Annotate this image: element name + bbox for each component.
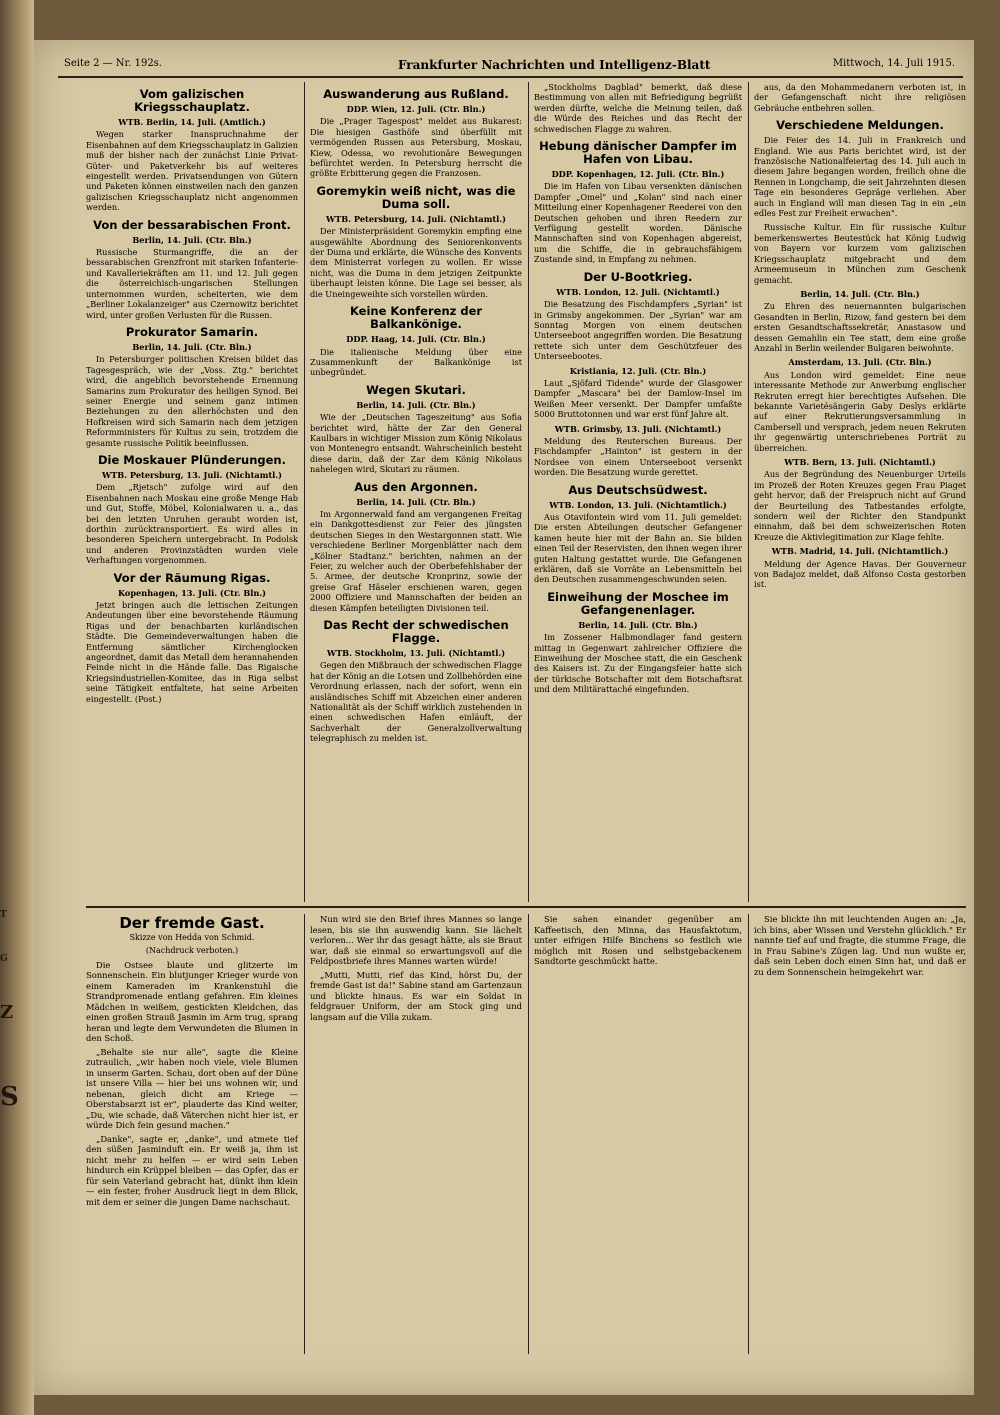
- article-text: Wie der „Deutschen Tageszeitung" aus Sofia berichtet wird, hätte der Zar den General Kaulbars in wichtiger Mission zum König Nikolaus von Montenegro entsandt. Wahrscheinlich besteht diese darin, daß der Zar dem König Nikolaus nahelegen wird, Skutari zu räumen.: [310, 412, 522, 475]
- headline: Aus Deutschsüdwest.: [568, 482, 708, 497]
- story-text: Sie sahen einander gegenüber am Kaffeetisch, den Minna, das Hausfaktotum, unter eifrigen Hilfe Binchens so festlich wie möglich mit Rosen und selbstgebackenem Sandtorte geschmückt hatte.: [534, 914, 742, 966]
- dateline: WTB. Bern, 13. Juli. (Nichtamtl.): [784, 457, 936, 467]
- fragment-letter: T: [0, 910, 7, 920]
- story-text: Sie blickte ihn mit leuchtenden Augen an: „Ja, ich bins, aber Wissen und Verstehn glücklich." Er nannte tief auf und fragte, die stumme Frage, die in Frau Sabine's Zügen lag. Und nun wußte er, daß sein Leben doch einen Sinn hat, und daß er zu dem Sonnenschein heimgekehrt war.: [754, 914, 966, 977]
- headline: Verschiedene Meldungen.: [776, 118, 944, 133]
- dateline: DDP. Haag, 14. Juli. (Ctr. Bln.): [346, 334, 486, 345]
- dateline: WTB. Petersburg, 13. Juli. (Nichtamtl.): [101, 469, 282, 480]
- article-text: Die Feier des 14. Juli in Frankreich und England. Wie aus Paris berichtet wird, ist der französische Nationalfeiertag des 14. Juli auch in diesem Jahre begangen worden, freilich ohne die Rennen in Longchamp, die seit Jahrzehnten diesen Tage ein besonderes Gepräge verliehen. Aber auch in England will man diesen Tag in ein „ein edles Fest zur Freiheit erwachen".: [754, 135, 966, 219]
- issue-date: Mittwoch, 14. Juli 1915.: [832, 58, 955, 69]
- article-text: Die Besatzung des Fischdampfers „Syrian" ist in Grimsby angekommen. Der „Syrian" war am Sonntag Morgen von einem deutschen Unterseeboot angegriffen worden. Die Besatzung rettete sich unter dem Geschützfeuer des Unterseebootes.: [534, 299, 742, 362]
- dateline: Berlin, 14. Juli. (Ctr. Bln.): [132, 341, 252, 352]
- feuilleton-title: Der fremde Gast.: [119, 914, 265, 932]
- article-text: In Petersburger politischen Kreisen bildet das Tagesgespräch, wie der „Voss. Ztg." berichtet wird, die angeblich bevorstehende Ernennung Samarins zum Prokurator des heiligen Synod. Bei seiner Energie und seinem ganz intimen Beziehungen zu den allerhöchsten und den Hofkreisen wird sich Samarin nach dem jetzigen Reformministers für Kultus zu sein, trotzdem die gesamte russische Politik beeinflussen.: [86, 354, 298, 448]
- article-text: Wegen starker Inanspruchnahme der Eisenbahnen auf dem Kriegsschauplatz in Galizien muß der bisher nach der zunächst Linie Privat-Güter- und Paketverkehr bis auf weiteres eingestellt werden. Privatsendungen von Gütern und Paketen können einstweilen nach den ganzen galizischen Kriegsschauplatz nicht angenommen werden.: [86, 129, 298, 213]
- article-text: Laut „Sjöfard Tidende" wurde der Glasgower Dampfer „Mascara" bei der Damlow-Insel im Weißen Meer versenkt. Der Dampfer umfaßte 5000 Bruttotonnen und war erst fünf Jahre alt.: [534, 377, 742, 420]
- story-text: „Danke", sagte er, „danke", und atmete tief den süßen Jasminduft ein. Er weiß ja, ihm ist nicht mehr zu helfen — er wird sein Leben hindurch ein Krüppel bleiben — das Opfer, das er für sein Vaterland gebracht hat, dünkt ihm klein — ein fester, froher Ausdruck liegt in dem Blick, mit dem er seiner die jungen Dame nachschaut.: [86, 1133, 298, 1207]
- dateline: WTB. Stockholm, 13. Juli. (Nichtamtl.): [326, 648, 506, 659]
- dateline: DDP. Wien, 12. Juli. (Ctr. Bln.): [346, 104, 486, 114]
- article-text: Im Argonnerwald fand am vergangenen Freitag ein Dankgottesdienst zur Feier des jüngsten deutschen Sieges in den Westargonnen statt. Wie verschiedene Berliner Morgenblätter nach dem „Kölner Stadtanz." berichten, nahmen an der Feier, zu welcher auch der Oberbefehlshaber der 5. Armee, der deutsche Kronprinz, sowie der greise Graf Häseler erschienen waren, gegen 2000 Offiziere und Mannschaften der beiden an diesen Kämpfen beteiligten Divisionen teil.: [310, 508, 522, 613]
- article-text: „Stockholms Dagblad" bemerkt, daß diese Bestimmung von allen mit Befriedigung begrüßt werden dürfte, welche die Meinung teilen, daß die Würde des Reiches und das Recht der schwedischen Flagge zu wahren.: [534, 82, 742, 134]
- headline: Auswanderung aus Rußland.: [323, 87, 509, 101]
- fragment-letter: G: [0, 954, 8, 964]
- headline: Die Moskauer Plünderungen.: [98, 452, 286, 467]
- article-text: Russische Sturmangriffe, die an der bessarabischen Grenzfront mit starken Infanterie- und Kavalleriekräften am 11. und 12. Juli gegen die österreichisch-ungarischen Stellungen unternommen wurden, scheiterten, wie dem „Berliner Lokalanzeiger" aus Czernowitz berichtet wird, unter großen Verlusten für die Russen.: [86, 247, 298, 320]
- feuilleton-byline: Skizze von Hedda von Schmid.: [129, 932, 255, 942]
- dateline: Berlin, 14. Juli. (Ctr. Bln.): [356, 496, 476, 507]
- dateline: WTB. Petersburg, 14. Juli. (Nichtamtl.): [325, 213, 506, 224]
- headline: Keine Konferenz der Balkankönige.: [349, 304, 483, 332]
- column-2: [310, 82, 522, 902]
- article-text: Im Zossener Halbmondlager fand gestern mittag in Gegenwart zahlreicher Offiziere die Einweihung der Moschee statt, die ein Geschenk des Kaisers ist. Zu der Eingangsfeier hatte sich der türkische Botschafter mit dem Botschaftsrat und dem Militärattaché eingefunden.: [534, 632, 742, 695]
- fragment-letter: Z: [0, 1002, 14, 1023]
- column-rule-3: [748, 82, 749, 902]
- dateline: WTB. Berlin, 14. Juli. (Amtlich.): [118, 117, 266, 127]
- feuilleton-column-2: [310, 914, 522, 1354]
- headline: Einweihung der Moschee im Gefangenenlager.: [547, 589, 729, 617]
- dateline: WTB. London, 13. Juli. (Nichtamtlich.): [549, 499, 727, 510]
- adjacent-page-fragment: [0, 870, 22, 1200]
- article-text: Die im Hafen von Libau versenkten dänischen Dampfer „Omel" und „Kolan" sind nach einer Mitteilung einer Kopenhagener Reederei von den Deutschen gehoben und ihren Reedern zur Verfügung gestellt worden. Dänische Mannschaften sind von Kopenhagen abgereist, um die Schiffe, die in gebrauchsfähigem Zustande sind, in Empfang zu nehmen.: [534, 181, 742, 265]
- article-text: Zu Ehren des neuernannten bulgarischen Gesandten in Berlin, Rizow, fand gestern bei dem ersten Gesandtschaftssekretär, Anastasow und dessen Gemahlin ein Tee statt, dem eine große Anzahl in Berlin weilender Bulgaren beiwohnte.: [754, 301, 966, 353]
- article-text: Gegen den Mißbrauch der schwedischen Flagge hat der König an die Lotsen und Zollbehörden eine Verordnung erlassen, nach der sofort, wenn ein ausländisches Schiff mit Abzeichen einer anderen Nationalität als der Schiff wirklich zustehenden in einen schwedischen Hafen einläuft, der Sachverhalt der Generalzollverwaltung telegraphisch zu melden ist.: [310, 660, 522, 744]
- article-text: Dem „Rjetsch" zufolge wird auf den Eisenbahnen nach Moskau eine große Menge Hab und Gut, Stoffe, Möbel, Kolonialwaren u. a., das bei den letzten Unruhen geraubt worden ist, dorthin zurücktransportiert. Es wird alles in besonderen Speichern untergebracht. In Podolsk und anderen Provinzstädten wurden viele Verhaftungen vorgenommen.: [86, 482, 298, 566]
- story-text: Die Ostsee blaute und glitzerte im Sonnenschein. Ein blutjunger Krieger wurde von einem Kameraden im Krankenstuhl die Strandpromenade entlang gefahren. Ein kleines Mädchen in weißem, gestickten Kleidchen, das einen großen Strauß Jasmin im Arm trug, sprang heran und legte dem Verwundeten die Blumen in den Schoß.: [86, 959, 298, 1043]
- dateline: Berlin, 14. Juli. (Ctr. Bln.): [800, 288, 920, 299]
- dateline: Berlin, 14. Juli. (Ctr. Bln.): [132, 234, 252, 245]
- headline: Wegen Skutari.: [366, 382, 466, 397]
- column-4: [754, 82, 966, 902]
- masthead: Frankfurter Nachrichten und Intelligenz-Blatt: [398, 58, 711, 72]
- dateline: Berlin, 14. Juli. (Ctr. Bln.): [578, 619, 698, 630]
- article-text: Aus der Begründung des Neuenburger Urteils im Prozeß der Roten Kreuzes gegen Frau Piaget geht hervor, daß der Freispruch nicht auf Grund der Beurteilung des Tatbestandes erfolgte, sondern weil der Richter den Standpunkt einnahm, daß bei dem schweizerischen Roten Kreuze die Aktivlegitimation zur Klage fehlte.: [754, 469, 966, 542]
- story-text: „Behalte sie nur alle", sagte die Kleine zutraulich, „wir haben noch viele, viele Blumen in unserm Garten. Schau, dort oben auf der Düne ist unsere Villa — hier bei uns wohnen wir, und nebenan, gleich dicht am Kriege — Oberstabsarzt ist er", plauderte das Kind weiter, „Du, wie schade, daß Väterchen nicht hier ist, er würde Dich fein gesund machen.": [86, 1046, 298, 1130]
- article-text: Die italienische Meldung über eine Zusammenkunft der Balkankönige ist unbegründet.: [310, 346, 522, 378]
- article-text: Die „Prager Tagespost" meldet aus Bukarest: Die hiesigen Gasthöfe sind überfüllt mit vermögenden Russen aus Petersburg, Moskau, Kiew, Odessa, wo revolutionäre Bewegungen befürchtet werden. In Petersburg herrscht die größte Erbitterung gegen die Franzosen.: [310, 116, 522, 179]
- headline: Hebung dänischer Dampfer im Hafen von Libau.: [539, 139, 737, 167]
- headline: Vom galizischen Kriegsschauplatz.: [134, 87, 250, 114]
- column-rule-6: [748, 914, 749, 1354]
- column-rule-1: [304, 82, 305, 902]
- headline: Von der bessarabischen Front.: [93, 217, 291, 232]
- article-text: Russische Kultur. Ein für russische Kultur bemerkenswertes Beutestück hat König Ludwig von Bayern vor kurzem vom galizischen Kriegsschauplatz mitgebracht und dem Armeemuseum in München zum Geschenk gemacht.: [754, 222, 966, 285]
- column-rule-2: [528, 82, 529, 902]
- binding-edge: [0, 0, 34, 1415]
- section-divider: [86, 906, 966, 908]
- column-rule-4: [304, 914, 305, 1354]
- headline: Der U-Bootkrieg.: [583, 269, 693, 284]
- headline: Goremykin weiß nicht, was die Duma soll.: [316, 183, 516, 211]
- article-text: Meldung der Agence Havas. Der Gouverneur von Badajoz meldet, daß Alfonso Costa gestorben ist.: [754, 558, 966, 590]
- column-3: [534, 82, 742, 902]
- page-header: [58, 58, 963, 78]
- feuilleton-column-4: [754, 914, 966, 1354]
- headline: Vor der Räumung Rigas.: [113, 570, 271, 585]
- dateline: Amsterdam, 13. Juli. (Ctr. Bln.): [788, 357, 932, 368]
- article-text: Jetzt bringen auch die lettischen Zeitungen Andeutungen über eine bevorstehende Räumung Rigas und der benachbarten kurländischen Städte. Die Gemeindeverwaltungen haben die Entfernung sämtlicher Kirchenglocken angeordnet, damit das Metall dem herannahenden Feinde nicht in die Hände falle. Das Rigaische Kriegsindustriellen-Komitee, das in Riga selbst seine Tätigkeit entfaltete, hat seine Arbeiten eingestellt. (Post.): [86, 600, 298, 704]
- article-text: aus, da den Mohammedanern verboten ist, in der Gefangenschaft nicht ihre religiösen Gebräuche entbehren sollen.: [754, 82, 966, 113]
- page-number: Seite 2 — Nr. 192s.: [64, 58, 162, 69]
- feuilleton-column-1: [86, 914, 298, 1354]
- dateline: WTB. Madrid, 14. Juli. (Nichtamtlich.): [771, 546, 949, 557]
- dateline: WTB. London, 12. Juli. (Nichtamtl.): [556, 286, 720, 297]
- article-text: Aus Otavifontein wird vom 11. Juli gemeldet: Die ersten Abteilungen deutscher Gefangener kamen heute hier mit der Bahn an. Sie bilden einen Teil der Reservisten, den ihnen wegen ihrer guten Haltung gestattet wurde. Die Gefangenen erklären, daß sie Vorräte an Lebensmitteln bei den Deutschen zusammengeschwunden seien.: [534, 512, 742, 585]
- column-1: [86, 82, 298, 902]
- dateline: Berlin, 14. Juli. (Ctr. Bln.): [356, 399, 476, 410]
- feuilleton-column-3: [534, 914, 742, 1354]
- headline: Das Recht der schwedischen Flagge.: [323, 618, 509, 646]
- story-text: „Mutti, Mutti, rief das Kind, hörst Du, der fremde Gast ist da!" Sabine stand am Gartenzaun und blickte hinaus. Es war ein Soldat in feldgrauer Uniform, der am Stock ging und langsam auf die Villa zukam.: [310, 969, 522, 1022]
- dateline: DDP. Kopenhagen, 12. Juli. (Ctr. Bln.): [551, 169, 725, 180]
- headline: Aus den Argonnen.: [354, 479, 478, 494]
- reprint-notice: (Nachdruck verboten.): [145, 946, 239, 955]
- dateline: Kopenhagen, 13. Juli. (Ctr. Bln.): [117, 587, 267, 598]
- fragment-letter: S: [0, 1082, 19, 1112]
- article-text: Aus London wird gemeldet: Eine neue interessante Methode zur Anwerbung englischer Rekruten erregt hier berechtigtes Aufsehen. Die bekannte Varietésängerin Gaby Deslys erklärte auf einer Rekrutierungsversammlung in Cambersell und versprach, jedem neuen Rekruten ihr gegenwärtig unterschriebenes Porträt zu überreichen.: [754, 369, 966, 453]
- article-text: Meldung des Reuterschen Bureaus. Der Fischdampfer „Hainton" ist gestern in der Nordsee von einem Unterseeboot versenkt worden. Die Besatzung wurde gerettet.: [534, 435, 742, 478]
- headline: Prokurator Samarin.: [125, 324, 259, 339]
- dateline: WTB. Grimsby, 13. Juli. (Nichtamtl.): [554, 423, 722, 434]
- dateline: Kristiania, 12. Juli. (Ctr. Bln.): [569, 365, 707, 376]
- article-text: Der Ministerpräsident Goremykin empfing eine ausgewählte Abordnung des Seniorenkonvents der Duma und erklärte, die Wünsche des Konvents dem Ministerrat vorlegen zu wollen. Er wisse nicht, was die Duma in dem jetzigen Zeitpunkte überhaupt leisten könne. Die Lage sei besser, als die Uneingeweihte sich vorstellen würden.: [310, 226, 522, 299]
- story-text: Nun wird sie den Brief ihres Mannes so lange lesen, bis sie ihn auswendig kann. Sie lächelt verloren... Wer ihr das gesagt hätte, als sie Braut war, daß sie einmal so erwartungsvoll auf die Feldpostbriefe ihres Mannes warten würde!: [310, 914, 522, 966]
- column-rule-5: [528, 914, 529, 1354]
